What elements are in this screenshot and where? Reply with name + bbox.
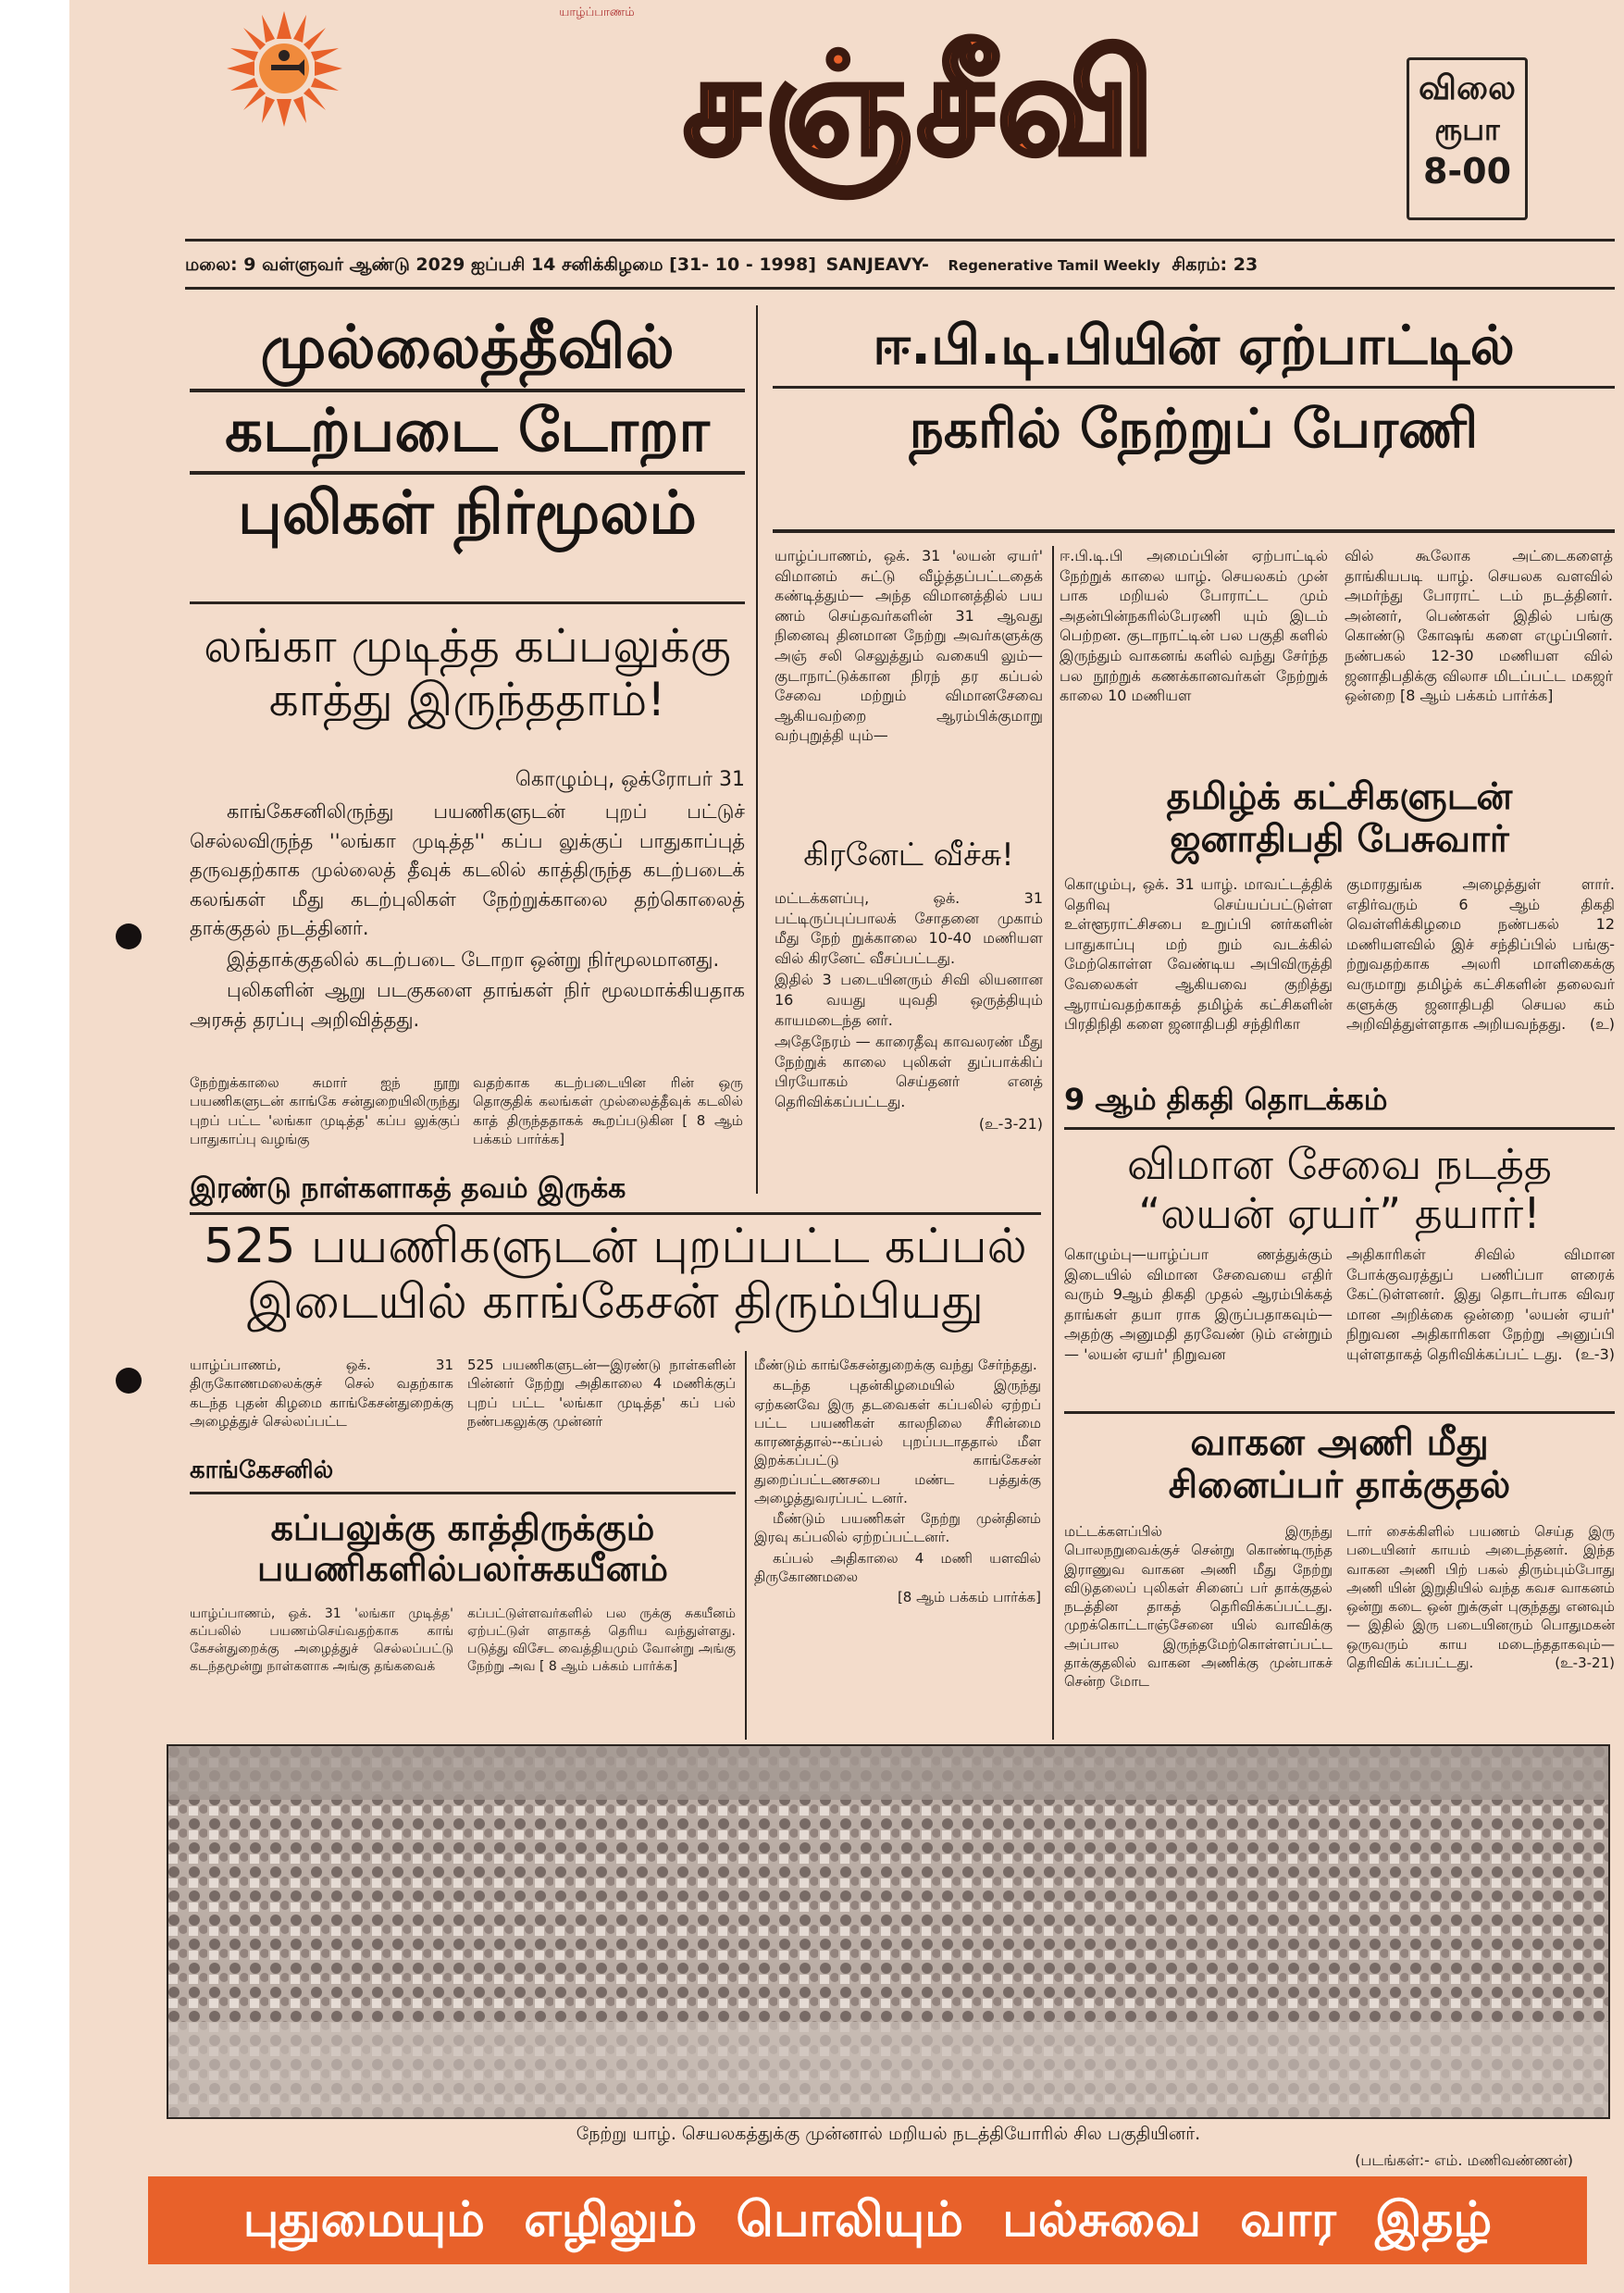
lead-headline-line1: முல்லைத்தீவில் [260, 314, 675, 382]
epdp-headline-line1: ஈ.பி.டி.பியின் ஏற்பாட்டில் [873, 314, 1515, 377]
ship-paragraph: கடந்த புதன்கிழமையில் இருந்து ஏற்கனவே இரு தடவைகள் கப்பலில் ஏற்றப் பட்ட பயணிகள் காலநிலை சீரின்மை காரணத்தால்--கப்பல் புறப்படாததால் மீள இறக்கப்பட்டு காங்கேசன் துறைப்பட்டணசபை மண்ட பத்துக்கு அழைத்துவரப்பட் டனர். [754, 1377, 1041, 1506]
lead-paragraph: இத்தாக்குதலில் கடற்படை டோறா ஒன்று நிர்மூலமானது. [227, 948, 720, 971]
lead-continued-col2: வதற்காக கடற்படையின ரின் ஒரு தொகுதிக் கலங்கள் முல்லைத்தீவுக் கடலில் காத் திருந்ததாகக் கூறப்படுகின [ 8 ஆம் பக்கம் பார்க்க] [473, 1074, 743, 1147]
kks-col1: யாழ்ப்பாணம், ஒக். 31 'லங்கா முடித்த' கப்பலில் பயணம்செய்வதற்காக காங் கேசன்துறைக்கு அழைத்துச் செல்லப்பட்டு கடந்தமூன்று நாள்களாக அங்கு தங்கவைக் [190, 1606, 453, 1674]
ship-headline-line2: இடையில் காங்கேசன் திரும்பியது [247, 1273, 984, 1330]
lead-headline-line3: புலிகள் நிர்மூலம் [238, 479, 697, 549]
lion-col2-text: அதிகாரிகள் சிவில் விமான போக்குவரத்துப் பணிப்பா ளரைக் கேட்டுள்ளனர். இது தொடர்பாக விவர மான அறிக்கை ஒன்றை 'லயன் ஏயர்' நிறுவன அதிகாரிகள நேற்று அனுப்பி யுள்ளதாகத் தெரிவிக்கப்பட் டது. [1346, 1246, 1615, 1363]
ship-paragraph: கப்பல் அதிகாலை 4 மணி யளவில் திருகோணமலை [754, 1549, 1041, 1585]
lead-paragraph: காங்கேசனிலிருந்து பயணிகளுடன் புறப் பட்டுச் செல்லவிருந்த ''லங்கா முடித்த'' கப்ப லுக்குப் பாதுகாப்புத் தருவதற்காக முல்லைத் தீவுக் கடலில் காத்திருந்த கடற்படைக் கலங்கள் மீது கடற்புலிகள் நேற்றுக்காலை தற்கொலைத் தாக்குதல் நடத்தினர். [190, 800, 745, 939]
price-label: விலை [1419, 69, 1516, 107]
sun-emblem-icon [227, 11, 342, 127]
photo-credit: (படங்கள்:- எம். மணிவண்ணன்) [1355, 2151, 1573, 2169]
photo-caption: நேற்று யாழ். செயலகத்துக்கு முன்னால் மறியல் நடத்தியோரில் சில பகுதியினர். [576, 2124, 1201, 2144]
lion-col2 [1346, 1245, 1615, 1365]
epdp-headline-line2: நகரில் நேற்றுப் பேரணி [909, 396, 1479, 460]
ship-col3 [754, 1356, 1041, 1608]
lead-subheadline [190, 620, 745, 726]
kks-headline [190, 1508, 736, 1589]
dateline-bar [185, 246, 1615, 283]
tamil-parties-ref: (உ) [1590, 1015, 1615, 1034]
protest-crowd-photo [167, 1744, 1610, 2119]
footer-slogan: புதுமையும் எழிலும் பொலியும் பல்சுவை வார இதழ் [242, 2192, 1493, 2248]
epdp-col1: யாழ்ப்பாணம், ஒக். 31 'லயன் ஏயர்' விமானம் சுட்டு வீழ்த்தப்பட்டதைக் கண்டித்தும்— அந்த விமானத்தில் பய ணம் செய்தவர்களின் 31 ஆவது நினைவு தினமான நேற்று அவர்களுக்கு அஞ் சலி செலுத்தும் வகையி லும்— குடாநாட்டுக்கான நிரந் தர கப்பல் சேவை மற்றும் விமானசேவை ஆகியவற்றை ஆரம்பிக்குமாறு வற்புறுத்தி யும்— [775, 547, 1043, 745]
epdp-headline [773, 315, 1615, 459]
attack-headline-line1: வாகன அணி மீது [1190, 1421, 1489, 1464]
grenade-body [775, 888, 1043, 1135]
masthead-title: சஞ்சீவி [683, 25, 1159, 186]
attack-col2-text: டார் சைக்கிளில் பயணம் செய்த இரு படையினர் காயம் அடைந்தனர். இந்த வாகன அணி பிற் பகல் திரும்பும்போது அணி யின் இறுதியில் வந்த கவச வாகனம் ஒன்று கடை ஒன் றுக்குள் புகுந்தது எனவும்— இதில் இரு படையினரும் பொதுமகன் ஒருவரும் காய மடைந்ததாகவும்—தெரிவிக் கப்பட்டது. [1346, 1523, 1615, 1671]
lion-headline-line2: “லயன் ஏயர்” தயார்! [1138, 1187, 1541, 1238]
lead-subheadline-line2: காத்து இருந்ததாம்! [268, 672, 666, 726]
lead-subheadline-line1: லங்கா முடித்த கப்பலுக்கு [204, 619, 731, 673]
tamil-parties-col1: கொழும்பு, ஒக். 31 யாழ். மாவட்டத்திக் தெரிவு செய்யப்பட்டுள்ள உள்ளூராட்சிசபை உறுப்பி னர்களின் பாதுகாப்பு மற் றும் வடக்கில் மேற்கொள்ள வேண்டிய அபிவிருத்தி வேலைகள் ஆகியவை குறித்து ஆராய்வதற்காகத் தமிழ்க் கட்சிகளின் பிரதிநிதி களை ஜனாதிபதி சந்திரிகா [1064, 875, 1333, 1034]
tamil-parties-col2-text: குமாரதுங்க அழைத்துள் ளார். எதிர்வரும் 6 ஆம் திகதி வெள்ளிக்கிழமை நண்பகல் 12 மணியளவில் இச் சந்திப்பில் பங்கு-ற்றுவதற்காக அலரி மாளிகைக்கு வருமாறு தமிழ்க் கட்சிகளின் தலைவர் களுக்கு ஜனாதிபதி செயல கம் அறிவித்துள்ளதாக அறியவந்தது. [1346, 875, 1615, 1034]
grenade-paragraph: மட்டக்களப்பு, ஒக். 31 பட்டிருப்புப்பாலக் சோதனை முகாம் மீது நேற் றுக்காலை 10-40 மணியள வில் கிரனேட் வீசப்பட்டது. [775, 889, 1043, 967]
tamil-parties-headline-line2: ஜனாதிபதி பேசுவார் [1170, 818, 1509, 861]
ship-headline-line1: 525 பயணிகளுடன் புறப்பட்ட கப்பல் [204, 1219, 1027, 1274]
attack-col2 [1346, 1522, 1615, 1672]
lion-ref: (உ-3) [1575, 1345, 1615, 1363]
ship-col2: 525 பயணிகளுடன்—இரண்டு நாள்களின் பின்னர் நேற்று அதிகாலை 4 மணிக்குப் புறப் பட்ட 'லங்கா முடித்த' கப் பல் நண்பகலுக்கு முன்னர் [467, 1357, 736, 1430]
issue-date: மலை: 9 வள்ளுவர் ஆண்டு 2029 ஐப்பசி 14 சனிக்கிழமை [31- 10 - 1998] [185, 254, 816, 275]
lion-headline [1064, 1140, 1615, 1238]
newspaper-page [69, 0, 1624, 2293]
binder-hole [116, 1368, 142, 1394]
kks-kicker: காங்கேசனில் [190, 1456, 334, 1484]
lion-col1: கொழும்பு—யாழ்ப்பா ணத்துக்கும் இடையில் விமான சேவையை எதிர் வரும் 9ஆம் திகதி முதல் ஆரம்பிக்கத் தாங்கள் தயா ராக இருப்பதாகவும்— அதற்கு அனுமதி தரவேண் டும் என்றும்— 'லயன் ஏயர்' நிறுவன [1064, 1246, 1333, 1363]
ship-ref: [8 ஆம் பக்கம் பார்க்க] [897, 1589, 1041, 1605]
price-value: 8-00 [1422, 151, 1512, 192]
lead-headline [190, 315, 745, 549]
ship-paragraph: மீண்டும் பயணிகள் நேற்று முன்தினம் இரவு கப்பலில் ஏற்றப்பட்டனர். [754, 1510, 1041, 1546]
lion-headline-line1: விமான சேவை நடத்த [1127, 1139, 1552, 1189]
grenade-headline: கிரனேட் வீச்சு! [803, 837, 1014, 874]
grenade-paragraph: இதில் 3 படையினரும் சிவி லியனான 16 வயது யுவதி ஒருத்தியும் காயமடைந்த னர். [775, 971, 1043, 1029]
attack-headline [1064, 1421, 1615, 1506]
lead-headline-line2: கடற்படை டோறா [225, 396, 710, 465]
lead-body [190, 798, 745, 1036]
ship-col1: யாழ்ப்பாணம், ஒக். 31 திருகோணமலைக்குச் செல் வதற்காக கடந்த புதன் கிழமை காங்கேசன்துறைக்கு அழைத்துச் செல்லப்பட்ட [190, 1357, 453, 1430]
lion-kicker: 9 ஆம் திகதி தொடக்கம் [1064, 1082, 1388, 1117]
grenade-ref: (உ-3-21) [978, 1114, 1043, 1133]
english-name: SANJEAVY- [825, 254, 929, 275]
library-stamp: யாழ்ப்பாணம் [559, 6, 635, 19]
price-box [1407, 57, 1528, 220]
tamil-parties-headline [1064, 775, 1615, 861]
english-tagline: Regenerative Tamil Weekly [948, 257, 1160, 274]
epdp-col3: வில் கூலோக அட்டைகளைத் தாங்கியபடி யாழ். செயலக வளவில் அமர்ந்து போராட் டம் நடத்தினர். அன்னர், பெண்கள் இதில் பங்கு கொண்டு கோஷங் களை எழுப்பினர். நண்பகல் 12-30 மணியள வில் ஜனாதிபதிக்கு விலாச மிடப்பட்ட மகஜர் ஒன்றை [8 ஆம் பக்கம் பார்க்க] [1345, 547, 1613, 705]
issue-number: சிகரம்: 23 [1172, 254, 1258, 275]
kks-headline-line2: பயணிகளில்பலர்சுகயீனம் [256, 1547, 668, 1589]
ship-paragraph: மீண்டும் காங்கேசன்துறைக்கு வந்து சேர்ந்தது. [754, 1357, 1037, 1373]
kks-col2: கப்பட்டுள்ளவர்களில் பல ருக்கு சுகயீனம் ஏற்பட்டுள் ளதாகத் தெரிய வந்துள்ளது. படுத்து விசேட வைத்தியமும் வோன்று அங்கு நேற்று அவ [ 8 ஆம் பக்கம் பார்க்க] [467, 1606, 736, 1674]
tamil-parties-col2 [1346, 874, 1615, 1035]
tamil-parties-headline-line1: தமிழ்க் கட்சிகளுடன் [1166, 775, 1513, 818]
epdp-col2: ஈ.பி.டி.பி அமைப்பின் ஏற்பாட்டில் நேற்றுக் காலை யாழ். செயலகம் முன் பாக மறியல் போராட்ட மும் அதன்பின்நகரில்பேரணி யும் இடம் பெற்றன. குடாநாட்டின் பல பகுதி களில் இருந்தும் வாகனங் களில் வந்து சேர்ந்த பல நூற்றுக் கணக்கானவர்கள் நேற்றுக் காலை 10 மணியள [1060, 547, 1328, 705]
attack-col1: மட்டக்களப்பில் இருந்து பொலநறுவைக்குச் சென்று கொண்டிருந்த இராணுவ வாகன அணி மீது நேற்று விடுதலைப் புலிகள் சினைப் பர் தாக்குதல் நடத்தின தாகத் தெரிவிக்கப்பட்டது. முறக்கொட்டாஞ்சேனை யில் வாவிக்கு அப்பால இருந்தமேற்கொள்ளப்பட்ட தாக்குதலில் வாகன அணிக்கு முன்பாகச் சென்ற மோட [1064, 1523, 1333, 1690]
attack-ref: (உ-3-21) [1555, 1654, 1615, 1671]
ship-headline [190, 1220, 1041, 1331]
grenade-paragraph: அதேநேரம் — காரைதீவு காவலரண் மீது நேற்றுக் காலை புலிகள் துப்பாக்கிப் பிரயோகம் செய்தனர் எனத் தெரிவிக்கப்பட்டது. [775, 1033, 1043, 1110]
lead-continued-col1: நேற்றுக்காலை சுமார் ஐந் நூறு பயணிகளுடன் காங்கே சன்துறையிலிருந்து புறப் பட்ட 'லங்கா முடித்த' கப்ப லுக்குப் பாதுகாப்பு வழங்கு [190, 1074, 460, 1147]
attack-headline-line2: சினைப்பர் தாக்குதல் [1168, 1464, 1511, 1506]
lead-dateline: கொழும்பு, ஒக்ரோபர் 31 [514, 768, 745, 791]
binder-hole [116, 923, 142, 949]
kks-headline-line1: கப்பலுக்கு காத்திருக்கும் [270, 1507, 655, 1548]
lead-paragraph: புலிகளின் ஆறு படகுகளை தாங்கள் நிர் மூலமாக்கியதாக அரசுத் தரப்பு அறிவித்தது. [190, 979, 745, 1031]
ship-kicker: இரண்டு நாள்களாகத் தவம் இருக்க [190, 1172, 626, 1205]
footer-slogan-bar [148, 2176, 1587, 2264]
price-currency: ரூபா [1434, 112, 1500, 147]
